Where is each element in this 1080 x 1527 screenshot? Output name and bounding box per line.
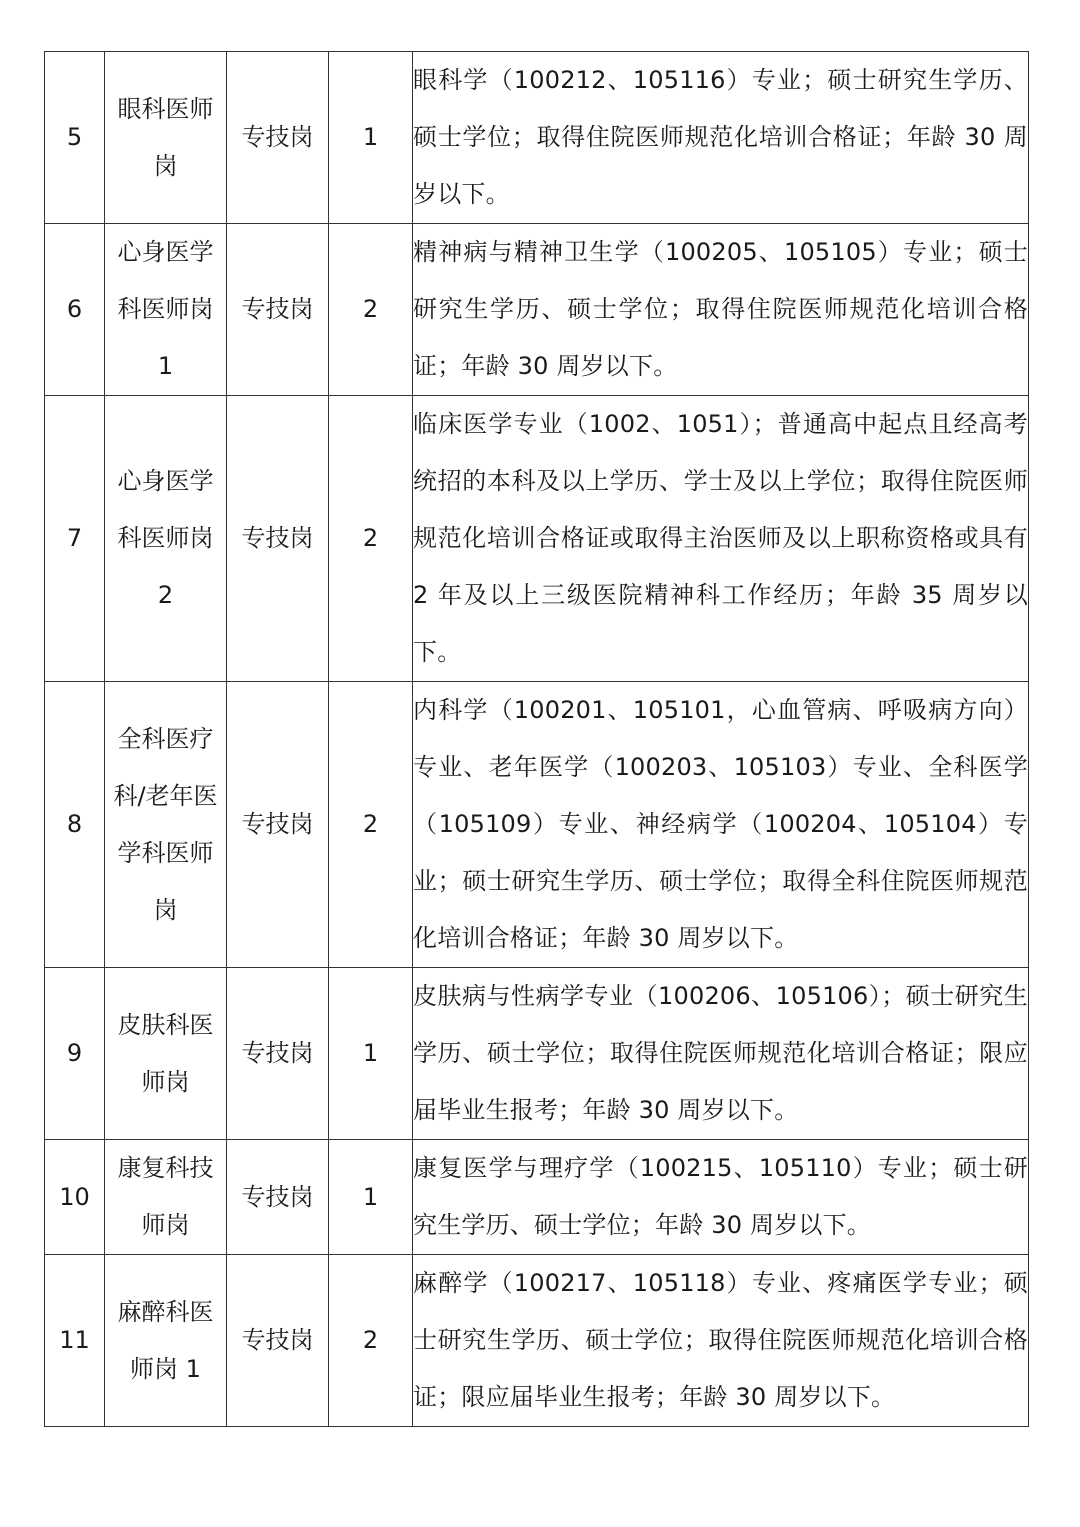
table-row	[45, 224, 1029, 396]
position-type: 专技岗	[227, 396, 329, 682]
table-row	[45, 396, 1029, 682]
position-name-text: 心身医学科医师岗 1	[117, 238, 214, 380]
headcount: 1	[329, 968, 413, 1140]
requirements: 康复医学与理疗学（100215、105110）专业；硕士研究生学历、硕士学位；年龄 30 周岁以下。	[413, 1140, 1029, 1255]
position-name-text: 皮肤科医师岗	[117, 1010, 214, 1096]
position-type: 专技岗	[227, 682, 329, 968]
requirements: 精神病与精神卫生学（100205、105105）专业；硕士研究生学历、硕士学位；取得住院医师规范化培训合格证；年龄 30 周岁以下。	[413, 224, 1029, 396]
row-number: 7	[45, 396, 105, 682]
requirements: 内科学（100201、105101，心血管病、呼吸病方向）专业、老年医学（100203、105103）专业、全科医学（105109）专业、神经病学（100204、105104）专业；硕士研究生学历、硕士学位；取得全科住院医师规范化培训合格证；年龄 30 周岁以下。	[413, 682, 1029, 968]
position-name	[105, 52, 227, 224]
headcount: 2	[329, 1255, 413, 1427]
position-type: 专技岗	[227, 224, 329, 396]
position-type: 专技岗	[227, 1255, 329, 1427]
position-type: 专技岗	[227, 52, 329, 224]
row-number: 9	[45, 968, 105, 1140]
position-name	[105, 1140, 227, 1255]
position-name	[105, 682, 227, 968]
table-row	[45, 682, 1029, 968]
table-row	[45, 1255, 1029, 1427]
row-number: 5	[45, 52, 105, 224]
headcount: 2	[329, 396, 413, 682]
position-type: 专技岗	[227, 1140, 329, 1255]
position-name	[105, 968, 227, 1140]
requirements: 临床医学专业（1002、1051）；普通高中起点且经高考统招的本科及以上学历、学士及以上学位；取得住院医师规范化培训合格证或取得主治医师及以上职称资格或具有 2 年及以上三级医院精神科工作经历；年龄 35 周岁以下。	[413, 396, 1029, 682]
position-name	[105, 1255, 227, 1427]
position-name-text: 全科医疗科/老年医学科医师岗	[113, 724, 218, 924]
headcount: 2	[329, 224, 413, 396]
requirements: 眼科学（100212、105116）专业；硕士研究生学历、硕士学位；取得住院医师规范化培训合格证；年龄 30 周岁以下。	[413, 52, 1029, 224]
position-name-text: 心身医学科医师岗 2	[117, 467, 214, 609]
positions-table	[44, 51, 1029, 1427]
recruitment-table-page	[44, 51, 1028, 1427]
row-number: 8	[45, 682, 105, 968]
position-type: 专技岗	[227, 968, 329, 1140]
position-name	[105, 224, 227, 396]
requirements: 皮肤病与性病学专业（100206、105106）；硕士研究生学历、硕士学位；取得住院医师规范化培训合格证；限应届毕业生报考；年龄 30 周岁以下。	[413, 968, 1029, 1140]
headcount: 1	[329, 52, 413, 224]
row-number: 6	[45, 224, 105, 396]
position-name-text: 眼科医师岗	[117, 94, 214, 180]
position-name-text: 麻醉科医师岗 1	[117, 1297, 214, 1383]
position-name-text: 康复科技师岗	[117, 1154, 214, 1239]
headcount: 1	[329, 1140, 413, 1255]
table-row	[45, 52, 1029, 224]
requirements: 麻醉学（100217、105118）专业、疼痛医学专业；硕士研究生学历、硕士学位；取得住院医师规范化培训合格证；限应届毕业生报考；年龄 30 周岁以下。	[413, 1255, 1029, 1427]
position-name	[105, 396, 227, 682]
row-number: 11	[45, 1255, 105, 1427]
row-number: 10	[45, 1140, 105, 1255]
table-row	[45, 1140, 1029, 1255]
table-row	[45, 968, 1029, 1140]
headcount: 2	[329, 682, 413, 968]
